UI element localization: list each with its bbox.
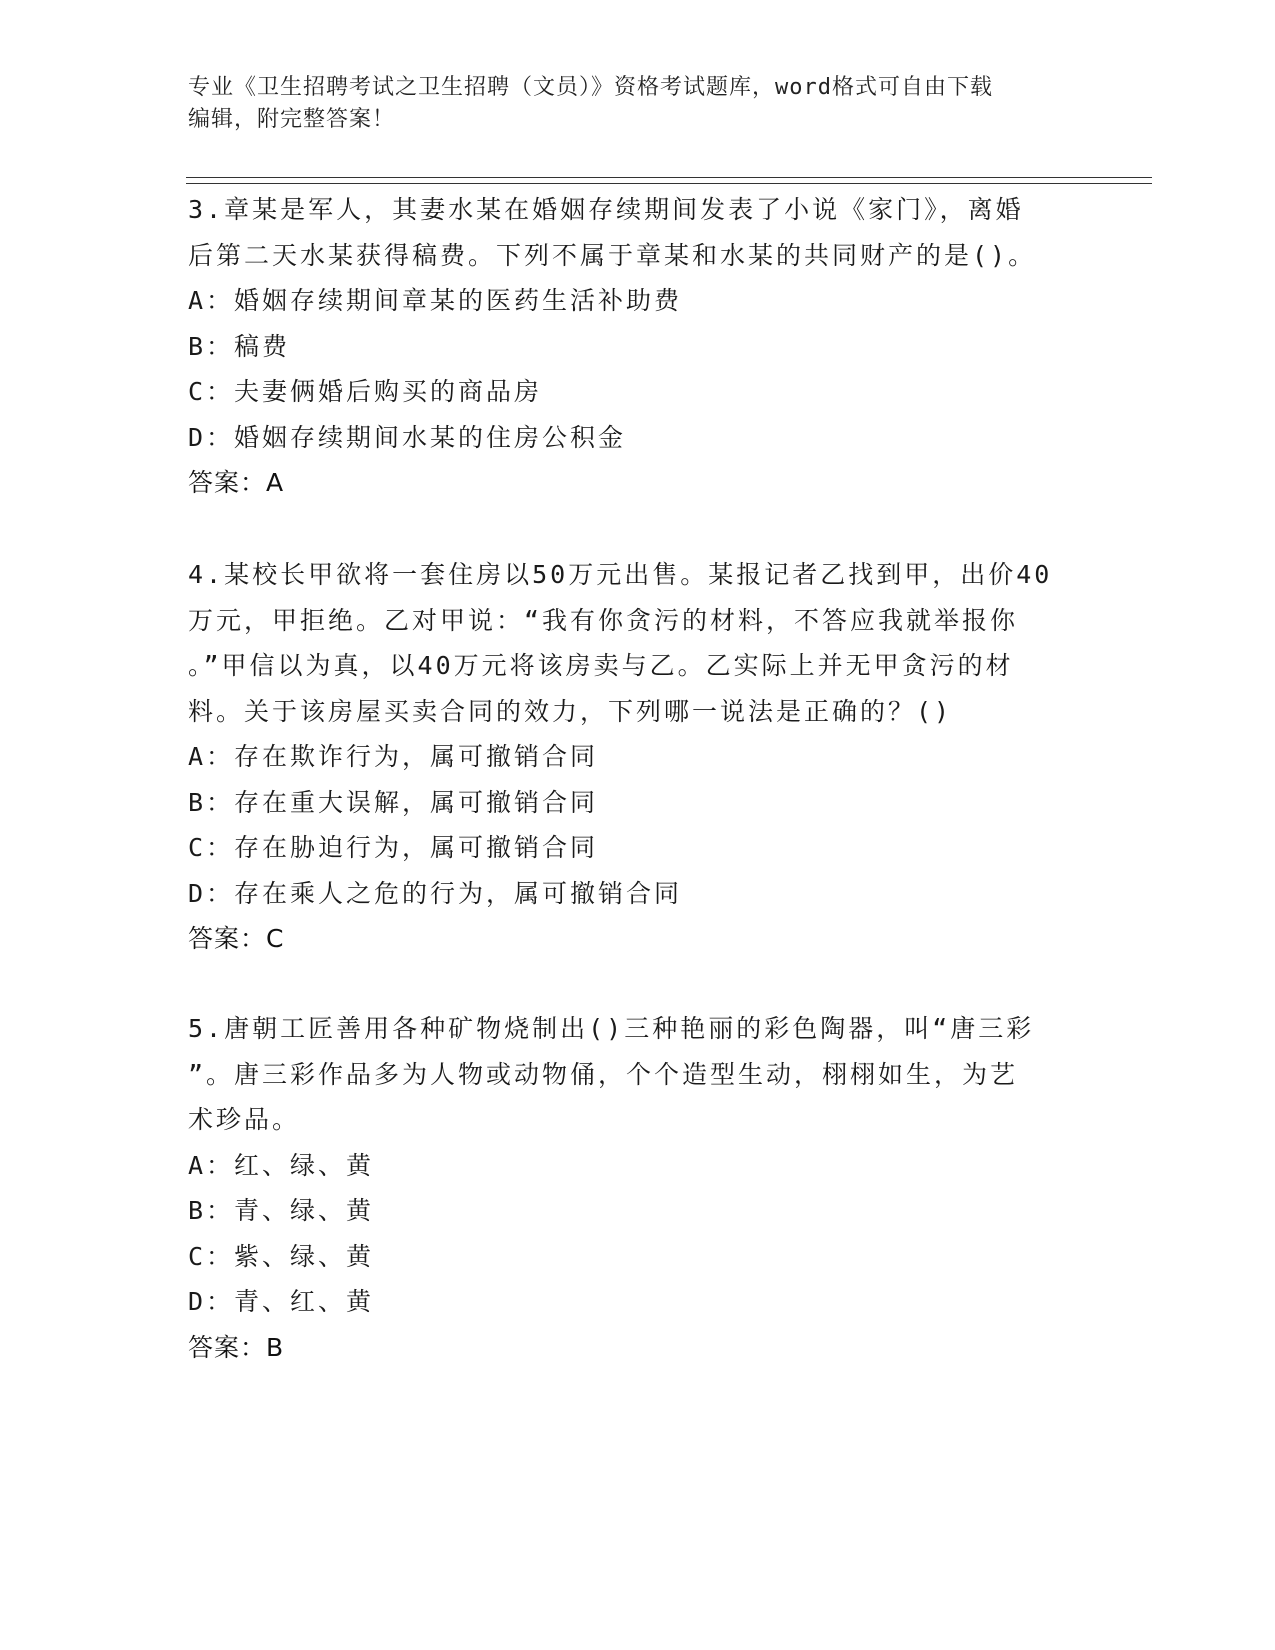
option-b: B：存在重大误解，属可撤销合同 [188, 787, 599, 817]
option-a: A：存在欺诈行为，属可撤销合同 [188, 742, 599, 771]
header-line-2: 编辑，附完整答案！ [188, 107, 396, 132]
header-divider-top [186, 177, 1152, 178]
question-stem-line: 。”甲信以为真，以40万元将该房卖与乙。乙实际上并无甲贪污的材 [188, 651, 1014, 680]
question-stem-line: ”。唐三彩作品多为人物或动物俑，个个造型生动，栩栩如生，为艺 [188, 1059, 1019, 1089]
question-3 [188, 187, 1088, 506]
option-c: C：夫妻俩婚后购买的商品房 [188, 377, 543, 406]
document-header [188, 72, 1088, 136]
question-stem-line: 术珍品。 [188, 1105, 301, 1134]
header-divider-bottom [186, 183, 1152, 184]
answer-label: 答案：C [188, 924, 285, 953]
question-stem-line: 后第二天水某获得稿费。下列不属于章某和水某的共同财产的是()。 [188, 240, 1037, 270]
option-c: C：紫、绿、黄 [188, 1241, 375, 1271]
question-stem-line: 5.唐朝工匠善用各种矿物烧制出()三种艳丽的彩色陶器，叫“唐三彩 [188, 1014, 1035, 1043]
option-a: A：红、绿、黄 [188, 1150, 375, 1180]
option-b: B：青、绿、黄 [188, 1196, 375, 1225]
question-stem-line: 料。关于该房屋买卖合同的效力，下列哪一说法是正确的？() [188, 696, 953, 726]
option-b: B：稿费 [188, 331, 291, 361]
header-line-1: 专业《卫生招聘考试之卫生招聘（文员）》资格考试题库，word格式可自由下载 [188, 75, 993, 100]
answer-label: 答案：A [188, 468, 285, 497]
option-d: D：存在乘人之危的行为，属可撤销合同 [188, 878, 683, 908]
question-5 [188, 1006, 1088, 1370]
answer-label: 答案：B [188, 1332, 285, 1362]
question-stem-line: 万元，甲拒绝。乙对甲说：“我有你贪污的材料，不答应我就举报你 [188, 605, 1019, 635]
option-a: A：婚姻存续期间章某的医药生活补助费 [188, 286, 683, 315]
option-c: C：存在胁迫行为，属可撤销合同 [188, 833, 599, 862]
option-d: D：婚姻存续期间水某的住房公积金 [188, 422, 627, 452]
option-d: D：青、红、黄 [188, 1287, 375, 1316]
question-4 [188, 552, 1088, 962]
question-stem-line: 3.章某是军人，其妻水某在婚姻存续期间发表了小说《家门》，离婚 [188, 195, 1024, 224]
question-stem-line: 4.某校长甲欲将一套住房以50万元出售。某报记者乙找到甲，出价40 [188, 560, 1053, 589]
